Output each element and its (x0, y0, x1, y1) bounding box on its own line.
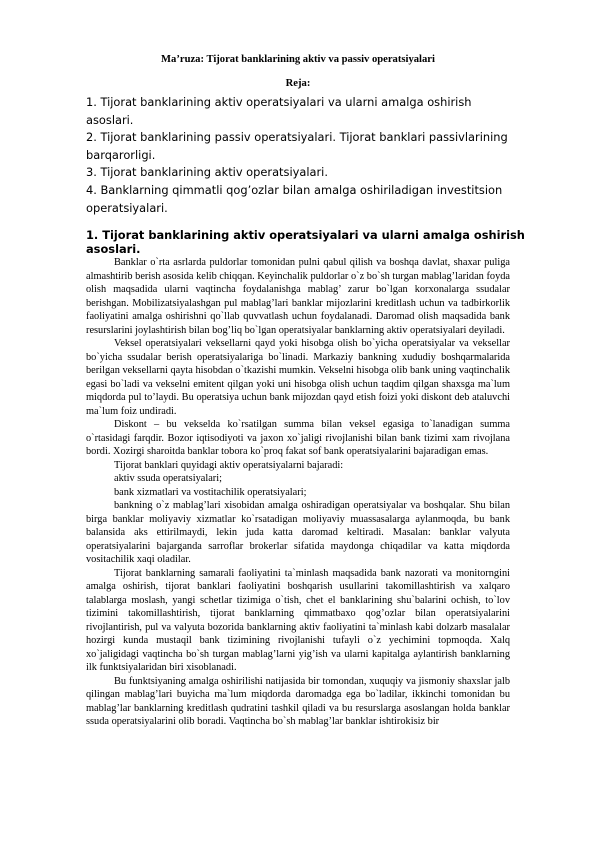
paragraph: Tijorat banklari quyidagi aktiv operatsiyalarni bajaradi: (114, 459, 344, 471)
section-heading: 1. Tijorat banklarining aktiv operatsiyalari va ularni amalga oshirish asoslari. (86, 228, 525, 256)
paragraph: bank xizmatlari va vostitachilik operatsiyalari; (114, 486, 307, 498)
paragraph: Tijorat banklarning samarali faoliyatini ta`minlash maqsadida bank nazorati va monitorngini amalga oshirish, tijorat banklari faoliyatini boshqarish usullarini takomillashtirish va xalqaro talablarga moslash, yangi schetlar tizimiga o`tish, chet el banklarining shu`balarini ochish, to`lov tizimini takomillashtirish, tijorat banklarning qimmatbaxo qog’ozlar bilan operatsiyalarini rivojlantirish, pul va valyuta bozorida banklarning aktiv faoliyatini ta`minlash kabi dolzarb masalalar hozirgi kunda mustaqil bank tizimining rivojlanishi tufayli o`z yechimini topmoqda. Xalq xo`jaligidagi vaqtincha bo`sh turgan mablag’larni yig’ish va ularni kapitalga aylantirish banklarning ilk funktsiyalaridan biri xisoblanadi. (86, 567, 510, 673)
plan-item: 1. Tijorat banklarining aktiv operatsiyalari va ularni amalga oshirish asoslari. (86, 95, 472, 127)
plan-label: Reja: (285, 78, 311, 89)
paragraph: bankning o`z mablag’lari xisobidan amalga oshiradigan operatsiyalar va boshqalar. Shu bilan birga banklar moliyaviy xizmatlar ko`rsatadigan moliyaviy muassasalarga aylanmoqda, bu bank balansida aks ettirilmaydi, lekin juda katta daromad keltiradi. Masalan: banklar valyuta operatsiyalarini bajarganda sarroflar brokerlar sifatida maydonga chiqadilar va katta miqdorda vositachilik xaqi oladilar. (86, 500, 510, 565)
plan-list (86, 94, 518, 217)
paragraph: Banklar o`rta asrlarda puldorlar tomonidan pulni qabul qilish va boshqa davlat, shaxar puliga almashtirib berish asosida kelib chiqqan. Keyinchalik puldorlar o`z bo`sh turgan mablag’laridan foyda olish maqsadida ularni vaqtincha foydalanishga mablag’ zarur bo`lgan korxonalarga ssudalar berishgan. Mobilizatsiyalashgan pul mablag’lari banklar mijozlarini kreditlash uchun va tadbirkorlik faoliyatini amalga oshirishni qo`llab quvvatlash uchun foydalanadi. Daromad olish maqsadida bank resurslarini joylashtirish bilan bog’liq bo`lgan operatsiyalar banklarning aktiv operatsiyalari deyiladi. (86, 257, 510, 336)
plan-item: 2. Tijorat banklarining passiv operatsiyalari. Tijorat banklari passivlarining barqarorligi. (86, 130, 508, 162)
page-title: Ma’ruza: Tijorat banklarining aktiv va passiv operatsiyalari (161, 54, 435, 65)
paragraph: Bu funktsiyaning amalga oshirilishi natijasida bir tomondan, xuquqiy va jismoniy shaxslar jalb qilingan mablag’lari buyicha ma`lum miqdorda daromadga ega bo`ladilar, ikkinchi tomonidan bu mablag’lar banklarning kreditlash qudratini tashkil qiladi va bu resurslarga asoslangan holda banklar ssuda operatsiyalarini olib boradi. Vaqtincha bo`sh mablag’lar banklar ishtirokisiz bir (86, 675, 510, 727)
body-text (86, 256, 510, 729)
plan-item: 4. Banklarning qimmatli qog’ozlar bilan amalga oshiriladigan investitsion operatsiyalari. (86, 182, 503, 215)
paragraph: aktiv ssuda operatsiyalari; (114, 473, 223, 484)
paragraph: Diskont – bu vekselda ko`rsatilgan summa bilan veksel egasiga to`lanadigan summa o`rtasidagi farqdir. Bozor iqtisodiyoti va jaxon xo`jaligi rivojlanishi bilan bank tizimi xam rivojlana bordi. Xozirgi sharoitda banklar tobora ko`proq fakat sof bank operatsiyalarini bajaradigan emas. (86, 419, 510, 457)
plan-item: 3. Tijorat banklarining aktiv operatsiyalari. (86, 165, 328, 180)
paragraph: Veksel operatsiyalari veksellarni qayd yoki hisobga olish bo`yicha operatsiyalar va veksellar bo`yicha ssudalar berish operatsiyalariga bo`linadi. Markaziy bankning xududiy boshqarmalarida berilgan veksellarni qayta hisobdan o`tkazishi mumkin. Vekselni hisobga olib bank uning vaqtinchalik egasi bo`ladi va vekselni emitent qilgan yoki uni hisobga olish uchun taqdim qilgan shaxsga ma`lum miqdorda pul to’laydi. Bu operatsiya uchun bank mijozdan qayd etish foizi yoki diskont deb ataluvchi ma`lum foiz undiradi. (86, 338, 510, 417)
